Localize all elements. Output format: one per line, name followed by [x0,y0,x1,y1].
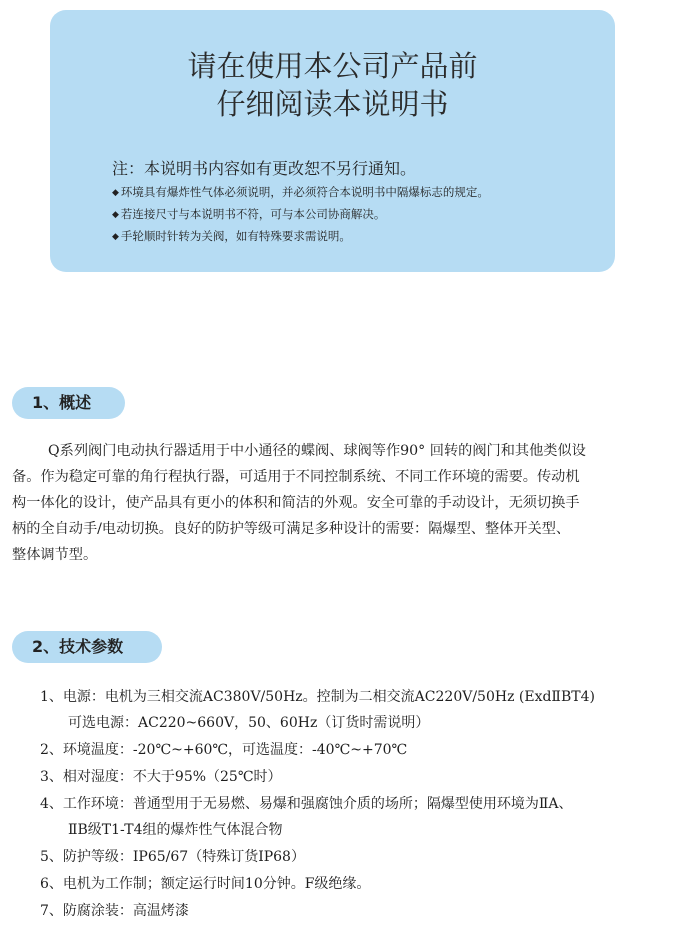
overview-line: Q系列阀门电动执行器适用于中小通径的蝶阀、球阀等作90° 回转的阀门和其他类似设 [48,443,586,459]
notice-bullet [112,228,351,245]
overview-line: 备。作为稳定可靠的角行程执行器，可适用于不同控制系统、不同工作环境的需要。传动机 [12,469,580,485]
notice-bullet [112,206,385,223]
diamond-bullet-icon: ◆ [112,232,119,242]
spec-item: 4、工作环境：普通型用于无易燃、易爆和强腐蚀介质的场所；隔爆型使用环境为ⅡA、 [40,796,573,812]
notice-bullet-text: 若连接尺寸与本说明书不符，可与本公司协商解决。 [120,207,386,221]
spec-item: 1、电源：电机为三相交流AC380V/50Hz。控制为二相交流AC220V/50Hz (ExdⅡBT4) [40,689,595,705]
diamond-bullet-icon: ◆ [112,210,119,220]
overview-line: 整体调节型。 [12,547,98,563]
notice-heading: 注：本说明书内容如有更改恕不另行通知。 [112,159,417,178]
notice-title-line-1: 请在使用本公司产品前 [187,49,478,83]
section-1-title: 1、概述 [12,387,125,419]
notice-bullet [112,184,489,201]
notice-box [50,10,615,272]
spec-item: 3、相对湿度：不大于95%（25℃时） [40,769,282,785]
overview-line: 柄的全自动手/电动切换。良好的防护等级可满足多种设计的需要：隔爆型、整体开关型、 [12,521,571,537]
spec-item: 7、防腐涂装：高温烤漆 [40,903,189,919]
notice-bullet-text: 环境具有爆炸性气体必须说明，并必须符合本说明书中隔爆标志的规定。 [120,185,489,199]
notice-title-line-2: 仔细阅读本说明书 [216,87,449,121]
section-2-title: 2、技术参数 [12,631,162,663]
spec-item: 2、环境温度：-20℃~+60℃，可选温度：-40℃~+70℃ [40,742,408,758]
spec-item-continuation: ⅡB级T1-T4组的爆炸性气体混合物 [68,822,283,838]
overview-line: 构一体化的设计，使产品具有更小的体积和简洁的外观。安全可靠的手动设计，无须切换手 [12,495,580,511]
spec-item-continuation: 可选电源：AC220~660V，50、60Hz（订货时需说明） [68,715,430,731]
spec-item: 5、防护等级：IP65/67（特殊订货IP68） [40,849,305,865]
spec-item: 6、电机为工作制；额定运行时间10分钟。F级绝缘。 [40,876,371,892]
notice-bullet-text: 手轮顺时针转为关阀，如有特殊要求需说明。 [120,229,351,243]
diamond-bullet-icon: ◆ [112,188,119,198]
